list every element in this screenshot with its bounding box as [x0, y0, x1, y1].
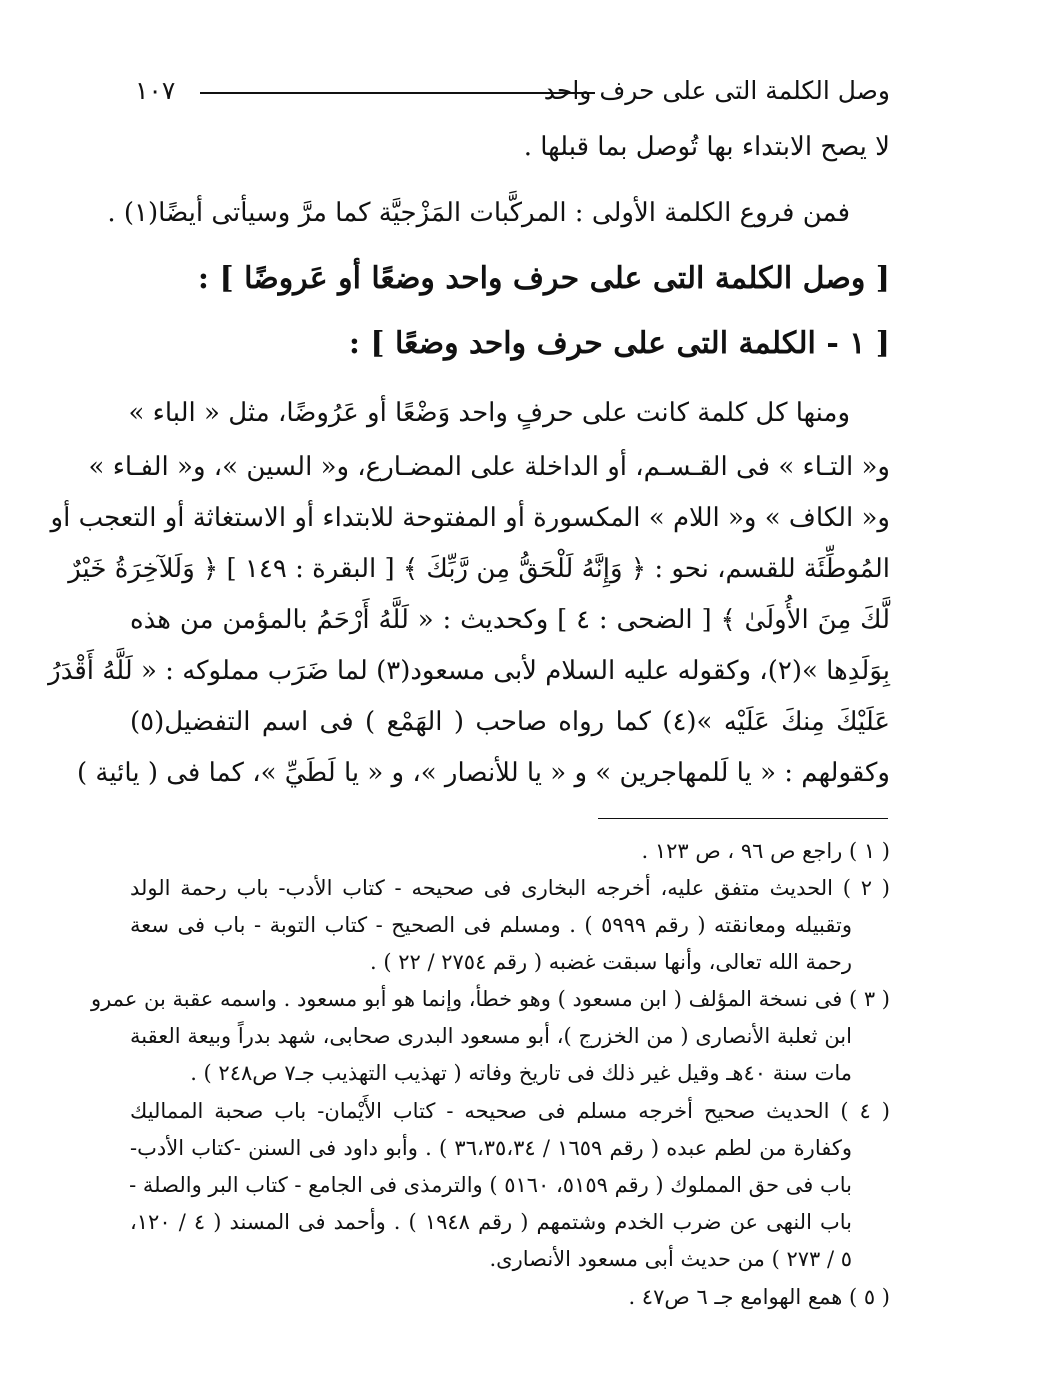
page-number: ١٠٧	[135, 76, 176, 105]
footnote-3-line: مات سنة ٤٠هـ وقيل غير ذلك فى تاريخ وفاته ( تهذيب التهذيب جـ٧ ص٢٤٨ ) .	[190, 1061, 852, 1085]
paragraph-2-line: و« التـاء » فى القـسـم، أو الداخلة على المضـارع، و« السين »، و« الفـاء »	[88, 452, 890, 482]
running-header	[135, 70, 890, 110]
paragraph-2-line: بِوَلَدِها »(٢)، وكقوله عليه السلام لأبى مسعود(٣) لما ضَرَب مملوكه : « لَلَّهُ أَقْدَرُ	[48, 656, 890, 686]
paragraph-2-line: و« الكاف » و« اللام » المكسورة أو المفتوحة للابتداء أو الاستغاثة أو التعجب أو	[50, 503, 890, 533]
footnote-4-line: وكفارة من لطم عبده ( رقم ١٦٥٩ / ٣٦،٣٥،٣٤ ) . وأبو داود فى السنن -كتاب الأدب-	[130, 1136, 852, 1160]
header-title: وصل الكلمة التى على حرف واحد	[543, 76, 890, 105]
paragraph-2-line: لَّكَ مِنَ الأُولَىٰ ﴾ [ الضحى : ٤ ] وكحديث : « لَلَّهُ أَرْحَمُ بالمؤمن من هذه	[130, 605, 890, 635]
footnote-1: ( ١ ) راجع ص ٩٦ ، ص ١٢٣ .	[641, 839, 890, 863]
paragraph-1: فمن فروع الكلمة الأولى : المركَّبات المَزْجيَّة كما مرَّ وسيأتى أيضًا(١) .	[107, 198, 850, 228]
paragraph-2-line: عَلَيْكَ مِنكَ عَلَيْه »(٤) كما رواه صاحب ( الهَمْع ) فى اسم التفضيل(٥)	[130, 707, 890, 737]
header-rule	[200, 92, 595, 94]
paragraph-2-line: ومنها كل كلمة كانت على حرفٍ واحد وَضْعًا أو عَرُوضًا، مثل « الباء »	[128, 398, 850, 428]
section-heading-1: [ وصل الكلمة التى على حرف واحد وضعًا أو عَروضًا ] :	[197, 261, 890, 296]
footnote-4-line: باب فى حق المملوك ( رقم ٥١٥٩، ٥١٦٠ ) والترمذى فى الجامع - كتاب البر والصلة -	[129, 1173, 852, 1197]
footnote-2-line: ( ٢ ) الحديث متفق عليه، أخرجه البخارى فى صحيحه - كتاب الأدب- باب رحمة الولد	[130, 876, 890, 900]
footnote-3-line: ( ٣ ) فى نسخة المؤلف ( ابن مسعود ) وهو خطأ، وإنما هو أبو مسعود . واسمه عقبة بن عمرو	[90, 987, 890, 1011]
footnote-4-line: ٥ / ٢٧٣ ) من حديث أبى مسعود الأنصارى.	[489, 1247, 852, 1271]
footnote-3-line: ابن ثعلبة الأنصارى ( من الخزرج )، أبو مسعود البدرى صحابى، شهد بدراً وبيعة العقبة	[130, 1024, 852, 1048]
intro-line: لا يصح الابتداء بها تُوصل بما قبلها .	[523, 132, 890, 162]
section-heading-2: [ ١ - الكلمة التى على حرف واحد وضعًا ] :	[348, 326, 890, 361]
footnote-2-line: رحمة الله تعالى، وأنها سبقت غضبه ( رقم ٢٧٥٤ / ٢٢ ) .	[370, 950, 852, 974]
paragraph-2-line: المُوطِّئَة للقسم، نحو : ﴿ وَإِنَّهُ لَلْحَقُّ مِن رَّبِّكَ ﴾ [ البقرة : ١٤٩ ] ﴿ وَلَلآخِرَةُ خَيْرٌ	[68, 554, 890, 584]
footnote-separator	[598, 818, 888, 819]
footnote-5: ( ٥ ) همع الهوامع جـ ٦ ص٤٧ .	[628, 1285, 890, 1309]
paragraph-2-line: وكقولهم : « يا لَلمهاجرين » و « يا للأنصار »، و « يا لَطَيِّ »، كما فى ( يائية )	[76, 758, 890, 788]
footnote-4-line: باب النهى عن ضرب الخدم وشتمهم ( رقم ١٩٤٨ ) . وأحمد فى المسند ( ٤ / ١٢٠،	[130, 1210, 852, 1234]
footnote-4-line: ( ٤ ) الحديث صحيح أخرجه مسلم فى صحيحه - كتاب الأَيْمان- باب صحبة المماليك	[130, 1099, 890, 1123]
footnote-2-line: وتقبيله ومعانقته ( رقم ٥٩٩٩ ) . ومسلم فى الصحيح - كتاب التوبة - باب فى سعة	[130, 913, 852, 937]
